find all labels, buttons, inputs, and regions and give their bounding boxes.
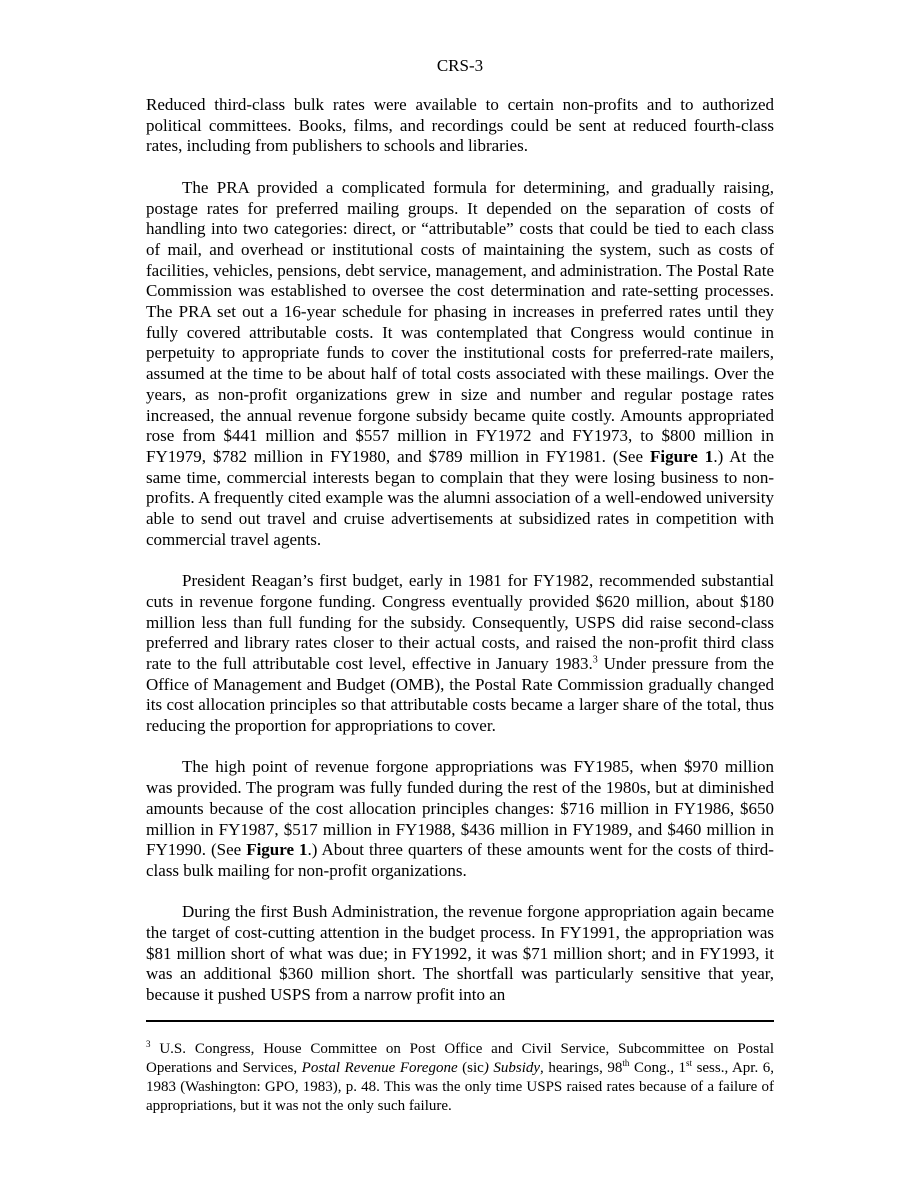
paragraph-4 <box>146 757 774 881</box>
footnote-text: (sic <box>457 1060 484 1076</box>
figure-reference: Figure 1 <box>650 446 714 466</box>
footnote-marker: 3 <box>592 654 598 666</box>
footnote <box>146 1040 774 1116</box>
footnote-text: , hearings, 98 <box>540 1060 623 1076</box>
footnote-text: sess., Apr. 6, 1983 (Washington: GPO, 1983), p. 48. This was the only time USPS raised rates because of a failure of appropriations, but it was not the only such failure. <box>146 1060 774 1114</box>
footnote-title: Postal Revenue Foregone <box>301 1060 458 1076</box>
document-body <box>146 95 774 1006</box>
ordinal-suffix: st <box>686 1058 693 1068</box>
page-label: CRS-3 <box>436 56 484 75</box>
paragraph-3 <box>146 571 774 737</box>
footnote-text: U.S. Congress, House Committee on Post Office and Civil Service, Subcommittee on Postal Operations and Services, <box>146 1041 774 1076</box>
paragraph-text: Reduced third-class bulk rates were available to certain non-profits and to authorized political committees. Books, films, and recordings could be sent at reduced fourth-class rates, including from publishers to schools and libraries. <box>146 95 774 156</box>
paragraph-2 <box>146 178 774 551</box>
footnote-number: 3 <box>146 1039 151 1049</box>
footnote-divider <box>146 1020 774 1022</box>
paragraph-1 <box>146 95 774 157</box>
paragraph-text: President Reagan’s first budget, early in 1981 for FY1982, recommended substantial cuts in revenue forgone funding. Congress eventually provided $620 million, about $180 million less than full funding for the subsidy. Consequently, USPS did raise second-class preferred and library rates closer to their actual costs, and raised the non-profit third class rate to the full attributable cost level, effective in January 1983. <box>146 571 774 673</box>
paragraph-5 <box>146 902 774 1006</box>
ordinal-suffix: th <box>622 1058 630 1068</box>
footnote-text: Cong., 1 <box>629 1060 687 1076</box>
paragraph-text: The PRA provided a complicated formula for determining, and gradually raising, postage rates for preferred mailing groups. It depended on the separation of costs of handling into two categories: direct, or “attributable” costs that could be tied to each class of mail, and overhead or institutional costs of maintaining the system, such as costs of facilities, vehicles, pensions, debt service, management, and administration. The Postal Rate Commission was established to oversee the cost determination and rate-setting processes. The PRA set out a 16-year schedule for phasing in increases in preferred rates until they fully covered attributable costs. It was contemplated that Congress would continue in perpetuity to appropriate funds to cover the institutional costs for preferred-rate mailers, assumed at the time to be about half of total costs associated with these mailings. Over the years, as non-profit organizations grew in size and number and regular postage rates increased, the annual revenue forgone subsidy became quite costly. Amounts appropriated rose from $441 million and $557 million in FY1972 and FY1973, to $800 million in FY1979, $782 million in FY1980, and $789 million in FY1981. (See <box>146 177 774 466</box>
paragraph-text: During the first Bush Administration, the revenue forgone appropriation again became the target of cost-cutting attention in the budget process. In FY1991, the appropriation was $81 million short of what was due; in FY1992, it was $71 million short; and in FY1993, it was an additional $360 million short. The shortfall was particularly sensitive that year, because it pushed USPS from a narrow profit into an <box>146 902 774 1005</box>
footnote-title: ) Subsidy <box>483 1060 541 1076</box>
paragraph-text: The high point of revenue forgone appropriations was FY1985, when $970 million was provided. The program was fully funded during the rest of the 1980s, but at diminished amounts because of the cost allocation principles changes: $716 million in FY1986, $650 million in FY1987, $517 million in FY1988, $436 million in FY1989, and $460 million in FY1990. (See <box>146 757 774 860</box>
paragraph-text: .) At the same time, commercial interests began to complain that they were losing business to non-profits. A frequently cited example was the alumni association of a well-endowed university able to send out travel and cruise advertisements at subsidized rates in competition with commercial travel agents. <box>146 446 774 549</box>
figure-reference: Figure 1 <box>246 840 308 860</box>
paragraph-text: .) About three quarters of these amounts went for the costs of third-class bulk mailing for non-profit organizations. <box>146 840 774 880</box>
paragraph-text: Under pressure from the Office of Management and Budget (OMB), the Postal Rate Commission gradually changed its cost allocation principles so that attributable costs became a larger share of the total, thus reducing the proportion for appropriations to cover. <box>146 653 774 736</box>
page-header <box>0 56 920 76</box>
